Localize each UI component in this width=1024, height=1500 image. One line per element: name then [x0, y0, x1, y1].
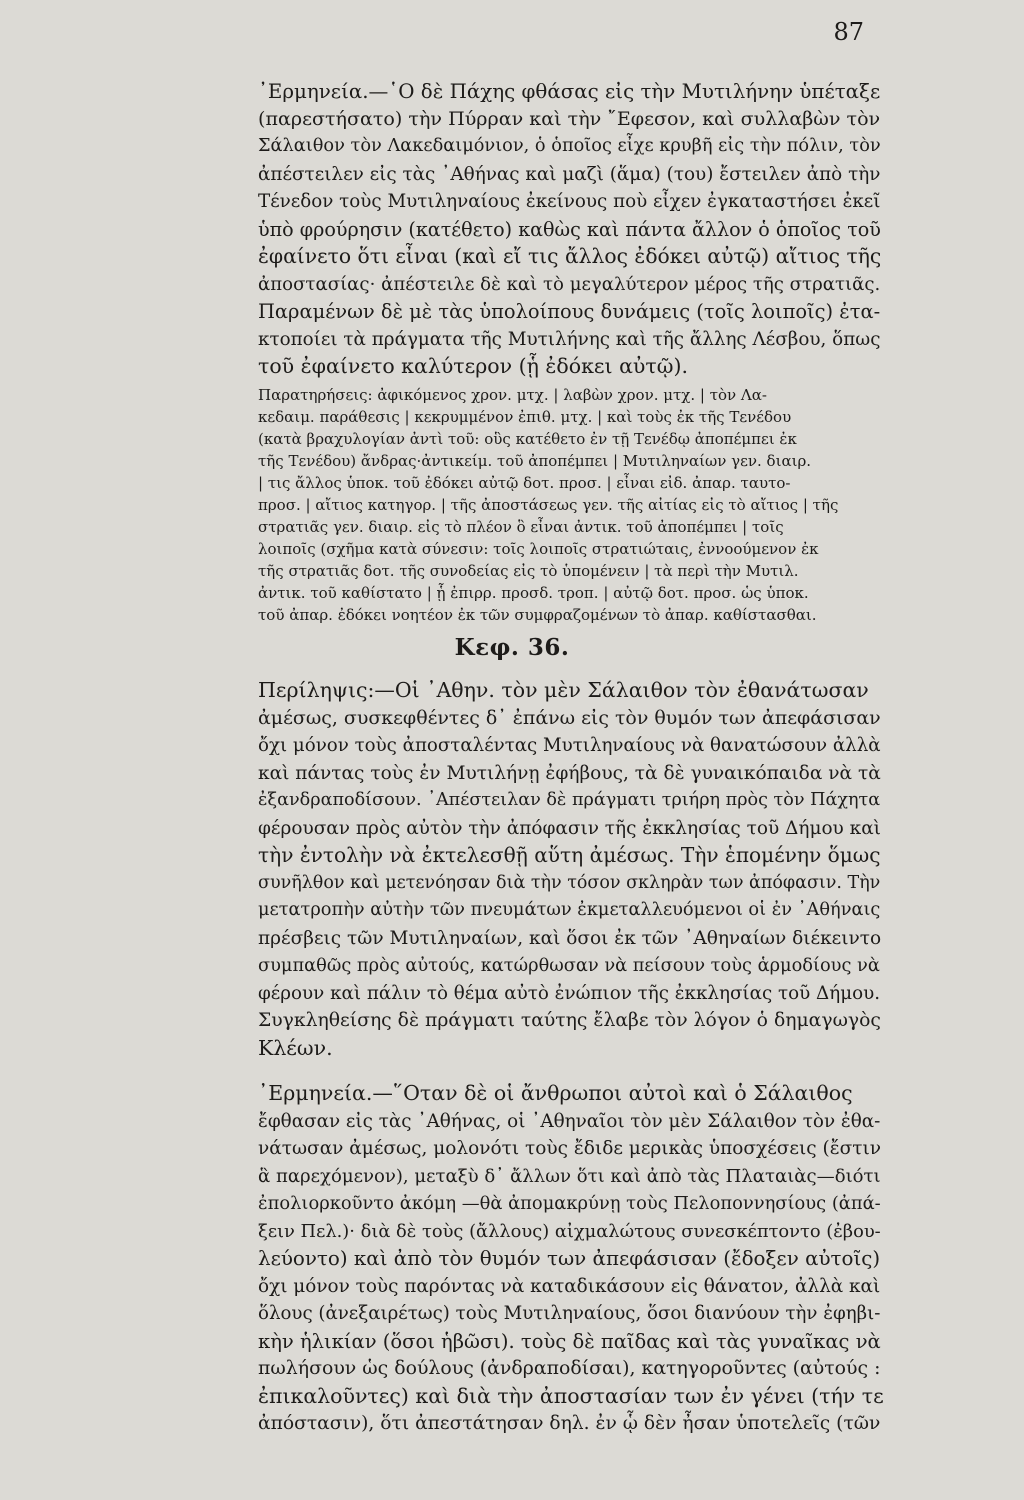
note-line: κεδαιμ. παράθεσις | κεκρυμμένον ἐπιθ. μτχ. | καὶ τοὺς ἐκ τῆς Τενέδου [258, 408, 792, 426]
text-line: Παραμένων δὲ μὲ τὰς ὑπολοίπους δυνάμεις (τοῖς λοιποῖς) ἐτα- [258, 300, 881, 323]
interpretation-paragraph-1 [258, 78, 884, 381]
text-line: τοῦ ἐφαίνετο καλύτερον (ᾗ ἐδόκει αὐτῷ). [258, 354, 688, 378]
text-line: ᾿Ερμηνεία.—῞Οταν δὲ οἱ ἄνθρωποι αὐτοὶ καὶ ὁ Σάλαιθος [258, 1081, 853, 1105]
text-line: ὑπὸ φρούρησιν (κατέθετο) καθὼς καὶ πάντα ἄλλον ὁ ὁποῖος τοῦ [258, 217, 881, 241]
text-line: Περίληψις:—Οἱ ᾿Αθην. τὸν μὲν Σάλαιθον τὸν ἐθανάτωσαν [258, 678, 869, 702]
note-line: (κατὰ βραχυλογίαν ἀντὶ τοῦ: οὓς κατέθετο ἐν τῇ Τενέδῳ ἀποπέμπει ἐκ [258, 430, 797, 448]
text-line: φέρουν καὶ πάλιν τὸ θέμα αὐτὸ ἐνώπιον τῆς ἐκκλησίας τοῦ Δήμου. [258, 982, 880, 1004]
text-line: ἀμέσως, συσκεφθέντες δ᾿ ἐπάνω εἰς τὸν θυμόν των ἀπεφάσισαν [258, 706, 881, 729]
text-line: ὅλους (ἀνεξαιρέτως) τοὺς Μυτιληναίους, ὅσοι διανύουν τὴν ἐφηβι- [258, 1303, 881, 1324]
text-line: λεύοντο) καὶ ἀπὸ τὸν θυμόν των ἀπεφάσισαν (ἔδοξεν αὐτοῖς) [258, 1247, 881, 1270]
page-number: 87 [833, 18, 864, 46]
note-line: ἀντικ. τοῦ καθίστατο | ᾗ ἐπιρρ. προσδ. τροπ. | αὐτῷ δοτ. προσ. ὡς ὑποκ. [258, 584, 809, 602]
text-line: ᾿Ερμηνεία.—῾Ο δὲ Πάχης φθάσας εἰς τὴν Μυτιλήνην ὑπέταξε [258, 80, 881, 103]
note-line: τῆς Τενέδου) ἄνδρας·ἀντικείμ. τοῦ ἀποπέμπει | Μυτιληναίων γεν. διαιρ. [258, 452, 812, 470]
text-line: (παρεστήσατο) τὴν Πύρραν καὶ τὴν ῎Εφεσον, καὶ συλλαβὼν τὸν [258, 107, 881, 130]
text-line: Κλέων. [258, 1035, 333, 1060]
text-line: Σάλαιθον τὸν Λακεδαιμόνιον, ὁ ὁποῖος εἶχε κρυβῆ εἰς τὴν πόλιν, τὸν [258, 136, 881, 156]
text-line: κτοποίει τὰ πράγματα τῆς Μυτιλήνης καὶ τῆς ἄλλης Λέσβου, ὅπως [258, 328, 881, 350]
note-line: Παρατηρήσεις: ἀφικόμενος χρον. μτχ. | λαβὼν χρον. μτχ. | τὸν Λα- [258, 386, 767, 404]
text-line: ἐπολιορκοῦντο ἀκόμη —θὰ ἀπομακρύνῃ τοὺς Πελοποννησίους (ἀπά- [258, 1193, 881, 1214]
text-line: νάτωσαν ἀμέσως, μολονότι τοὺς ἔδιδε μερικὰς ὑποσχέσεις (ἔστιν [258, 1138, 882, 1159]
note-line: στρατιᾶς γεν. διαιρ. εἰς τὸ πλέον ὃ εἶναι ἀντικ. τοῦ ἀποπέμπει | τοῖς [258, 518, 784, 536]
text-line: Τένεδον τοὺς Μυτιληναίους ἐκείνους ποὺ εἶχεν ἐγκαταστήσει ἐκεῖ [258, 191, 881, 212]
text-line: συμπαθῶς πρὸς αὐτούς, κατώρθωσαν νὰ πείσουν τοὺς ἁρμοδίους νὰ [258, 955, 880, 976]
text-line: τὴν ἐντολὴν νὰ ἐκτελεσθῇ αὕτη ἀμέσως. Τὴν ἑπομένην ὅμως [258, 843, 881, 867]
note-line: τῆς στρατιᾶς δοτ. τῆς συνοδείας εἰς τὸ ὑπομένειν | τὰ περὶ τὴν Μυτιλ. [258, 562, 799, 580]
interpretation-paragraph-2 [258, 1080, 884, 1438]
text-line: ἐπικαλοῦντες) καὶ διὰ τὴν ἀποστασίαν των ἐν γένει (τήν τε [258, 1383, 884, 1408]
text-line: ξειν Πελ.)· διὰ δὲ τοὺς (ἄλλους) αἰχμαλώτους συνεσκέπτοντο (ἐβου- [258, 1220, 881, 1242]
text-line: φέρουσαν πρὸς αὐτὸν τὴν ἀπόφασιν τῆς ἐκκλησίας τοῦ Δήμου καὶ [258, 817, 881, 839]
note-line: λοιποῖς (σχῆμα κατὰ σύνεσιν: τοῖς λοιποῖς στρατιώταις, ἐννοούμενον ἐκ [258, 540, 819, 558]
text-line: ἃ παρεχόμενον), μεταξὺ δ᾿ ἄλλων ὅτι καὶ ἀπὸ τὰς Πλαταιὰς—διότι [258, 1165, 881, 1187]
text-line: ἀπέστειλεν εἰς τὰς ᾿Αθήνας καὶ μαζὶ (ἅμα) (του) ἔστειλεν ἀπὸ τὴν [258, 163, 881, 185]
text-line: ἐφαίνετο ὅτι εἶναι (καὶ εἴ τις ἄλλος ἐδόκει αὐτῷ) αἴτιος τῆς [258, 244, 882, 268]
grammar-notes [258, 384, 884, 626]
note-line: | τις ἄλλος ὑποκ. τοῦ ἐδόκει αὐτῷ δοτ. προσ. | εἶναι εἰδ. ἀπαρ. ταυτο- [258, 474, 791, 492]
text-line: πωλήσουν ὡς δούλους (ἀνδραποδίσαι), κατηγοροῦντες (αὐτούς : [258, 1357, 881, 1379]
text-line: μετατροπὴν αὐτὴν τῶν πνευμάτων ἐκμεταλλευόμενοι οἱ ἐν ᾿Αθήναις [258, 900, 881, 920]
note-line: προσ. | αἴτιος κατηγορ. | τῆς ἀποστάσεως γεν. τῆς αἰτίας εἰς τὸ αἴτιος | τῆς [258, 496, 839, 514]
chapter-heading: Κεφ. 36. [454, 634, 570, 661]
text-line: ἐξανδραποδίσουν. ᾿Απέστειλαν δὲ πράγματι τριήρη πρὸς τὸν Πάχητα [258, 790, 881, 810]
text-line: ὄχι μόνον τοὺς παρόντας νὰ καταδικάσουν εἰς θάνατον, ἀλλὰ καὶ [258, 1275, 881, 1297]
text-line: Συγκληθείσης δὲ πράγματι ταύτης ἔλαβε τὸν λόγον ὁ δημαγωγὸς [258, 1010, 881, 1031]
note-line: τοῦ ἀπαρ. ἐδόκει νοητέον ἐκ τῶν συμφραζομένων τὸ ἀπαρ. καθίστασθαι. [258, 606, 817, 624]
summary-paragraph [258, 677, 884, 1062]
text-line: ἀποστασίας· ἀπέστειλε δὲ καὶ τὸ μεγαλύτερον μέρος τῆς στρατιᾶς. [258, 273, 881, 295]
text-line: ἀπόστασιν), ὅτι ἀπεστάτησαν δηλ. ἐν ᾧ δὲν ἦσαν ὑποτελεῖς (τῶν [258, 1413, 881, 1434]
text-line: συνῆλθον καὶ μετενόησαν διὰ τὴν τόσον σκληρὰν των ἀπόφασιν. Τὴν [258, 872, 881, 893]
text-line: ἔφθασαν εἰς τὰς ᾿Αθήνας, οἱ ᾿Αθηναῖοι τὸν μὲν Σάλαιθον τὸν ἐθα- [258, 1110, 881, 1132]
text-line: κὴν ἡλικίαν (ὅσοι ἡβῶσι). τοὺς δὲ παῖδας καὶ τὰς γυναῖκας νὰ [258, 1329, 881, 1353]
text-line: ὄχι μόνον τοὺς ἀποσταλέντας Μυτιληναίους νὰ θανατώσουν ἀλλὰ [258, 735, 881, 756]
text-line: πρέσβεις τῶν Μυτιληναίων, καὶ ὅσοι ἐκ τῶν ᾿Αθηναίων διέκειντο [258, 927, 882, 949]
text-line: καὶ πάντας τοὺς ἐν Μυτιλήνῃ ἐφήβους, τὰ δὲ γυναικόπαιδα νὰ τὰ [258, 762, 881, 784]
